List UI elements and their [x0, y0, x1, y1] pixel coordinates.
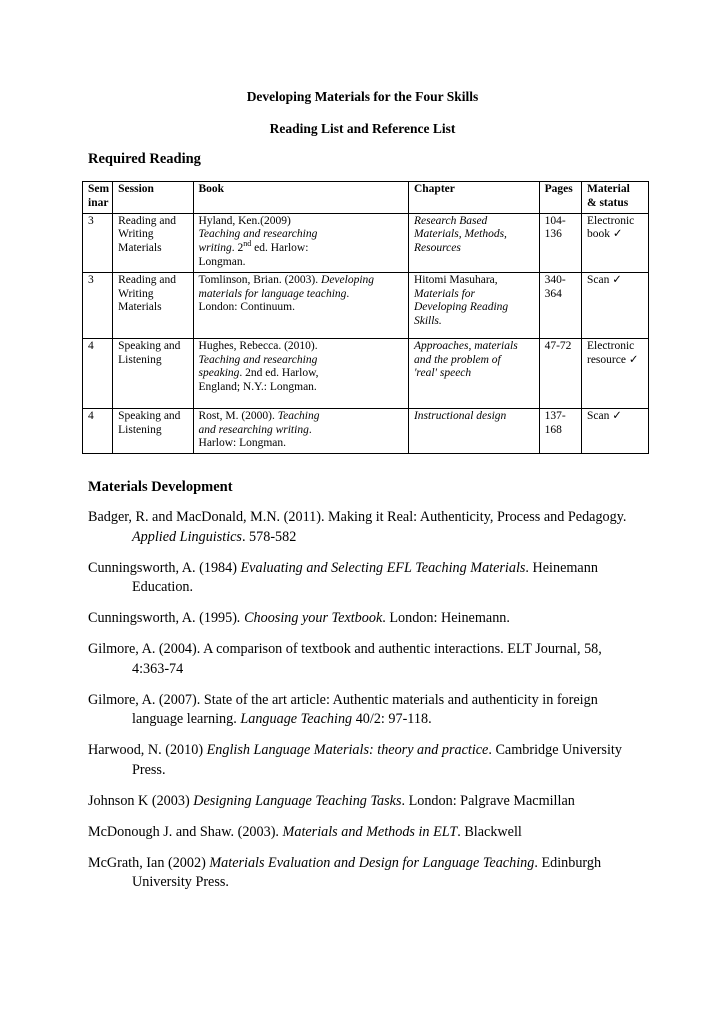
reference-item: Gilmore, A. (2007). State of the art article: Authentic materials and authenticity in foreign language learning. Language Teaching 40/2: 97-118.: [88, 691, 598, 727]
pages-cell: 137- 168: [539, 408, 581, 453]
table-row: [83, 408, 649, 453]
material-cell: Scan ✓: [582, 408, 649, 453]
table-row: [83, 213, 649, 272]
material-cell: Electronic resource ✓: [582, 338, 649, 408]
reference-item: Cunningsworth, A. (1995). Choosing your Textbook. London: Heinemann.: [88, 610, 510, 626]
book-cell: Rost, M. (2000). Teaching and researching writing. Harlow: Longman.: [193, 408, 408, 453]
book-cell: Hyland, Ken.(2009) Teaching and researching writing. 2nd ed. Harlow: Longman.: [193, 213, 408, 272]
seminar-cell: 4: [83, 408, 113, 453]
reference-item: Gilmore, A. (2004). A comparison of textbook and authentic interactions. ELT Journal, 58, 4:363-74: [88, 641, 602, 677]
reference-item: Badger, R. and MacDonald, M.N. (2011). Making it Real: Authenticity, Process and Pedagogy. Applied Linguistics. 578-582: [88, 509, 627, 545]
material-cell: Electronic book ✓: [582, 213, 649, 272]
chapter-cell: Instructional design: [408, 408, 539, 453]
table-header-row: [83, 182, 649, 214]
reference-item: Harwood, N. (2010) English Language Materials: theory and practice. Cambridge University Press.: [88, 742, 622, 778]
material-header: Material & status: [582, 182, 649, 214]
material-cell: Scan ✓: [582, 272, 649, 338]
pages-header: Pages: [539, 182, 581, 214]
pages-cell: 104- 136: [539, 213, 581, 272]
pages-cell: 47-72: [539, 338, 581, 408]
reading-list-table: [82, 181, 649, 454]
seminar-cell: 3: [83, 213, 113, 272]
table-row: [83, 272, 649, 338]
seminar-header: Sem inar: [83, 182, 113, 214]
reference-list: [88, 508, 633, 904]
book-cell: Tomlinson, Brian. (2003). Developing materials for language teaching. London: Continuum.: [193, 272, 408, 338]
session-cell: Reading and Writing Materials: [113, 213, 193, 272]
session-header: Session: [113, 182, 193, 214]
session-cell: Reading and Writing Materials: [113, 272, 193, 338]
chapter-header: Chapter: [408, 182, 539, 214]
materials-development-heading: Materials Development: [88, 479, 233, 495]
chapter-cell: Research Based Materials, Methods, Resources: [408, 213, 539, 272]
seminar-cell: 4: [83, 338, 113, 408]
pages-cell: 340- 364: [539, 272, 581, 338]
book-cell: Hughes, Rebecca. (2010). Teaching and researching speaking. 2nd ed. Harlow, England; N.Y.: Longman.: [193, 338, 408, 408]
required-reading-heading: Required Reading: [88, 151, 201, 167]
seminar-cell: 3: [83, 272, 113, 338]
reference-item: McGrath, Ian (2002) Materials Evaluation and Design for Language Teaching. Edinburgh University Press.: [88, 854, 602, 890]
document-title: Developing Materials for the Four Skills: [246, 89, 479, 104]
book-header: Book: [193, 182, 408, 214]
reference-item: McDonough J. and Shaw. (2003). Materials and Methods in ELT. Blackwell: [88, 823, 522, 840]
table-row: [83, 338, 649, 408]
reference-item: Johnson K (2003) Designing Language Teaching Tasks. London: Palgrave Macmillan: [88, 792, 575, 809]
session-cell: Speaking and Listening: [113, 408, 193, 453]
session-cell: Speaking and Listening: [113, 338, 193, 408]
chapter-cell: Approaches, materials and the problem of 'real' speech: [408, 338, 539, 408]
reference-item: Cunningsworth, A. (1984) Evaluating and Selecting EFL Teaching Materials. Heinemann Education.: [88, 559, 598, 595]
chapter-cell: Hitomi Masuhara, Materials for Developing Reading Skills.: [408, 272, 539, 338]
document-subtitle: Reading List and Reference List: [269, 121, 456, 136]
